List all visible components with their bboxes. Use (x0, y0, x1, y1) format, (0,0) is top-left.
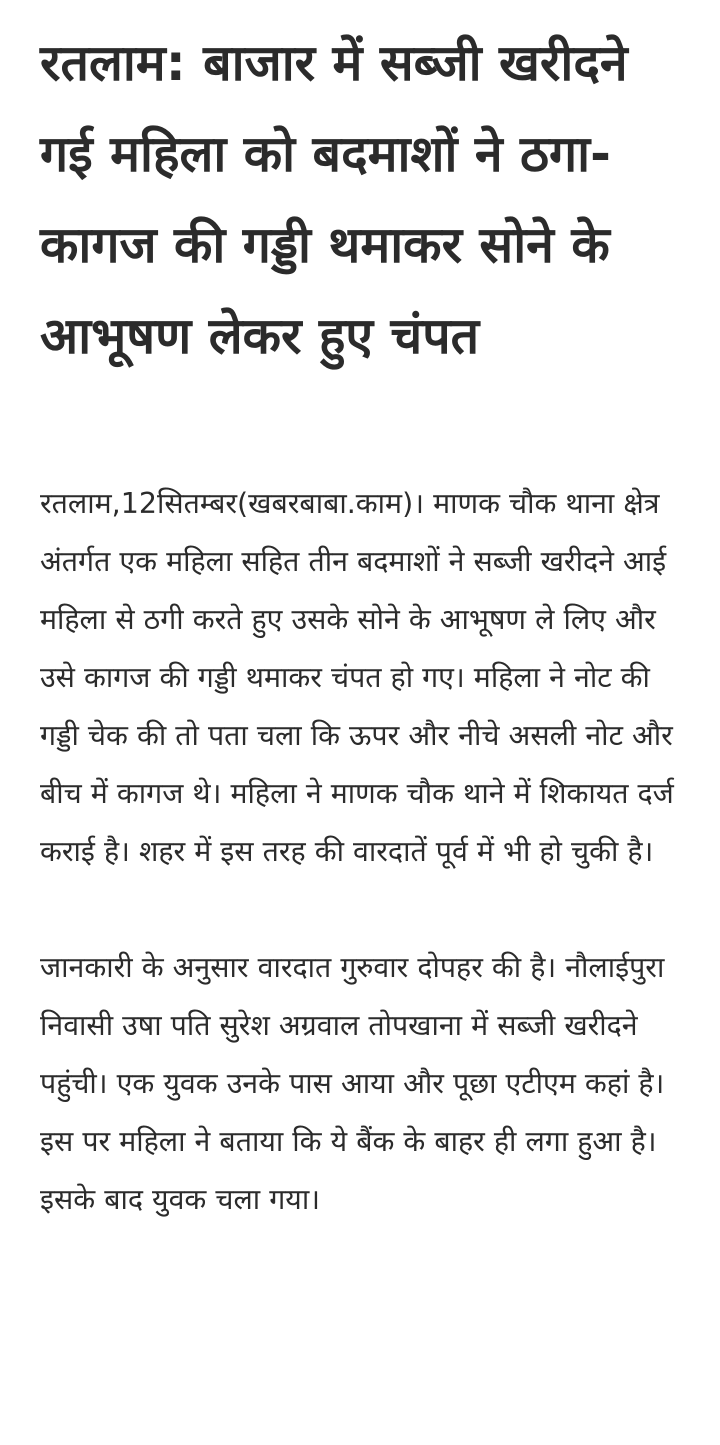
article-headline: रतलाम: बाजार में सब्जी खरीदने गई महिला को बदमाशों ने ठगा-कागज की गड्डी थमाकर सोने के आभूषण लेकर हुए चंपत (40, 34, 628, 365)
news-article (40, 18, 690, 1229)
article-paragraph-2: जानकारी के अनुसार वारदात गुरुवार दोपहर की है। नौलाईपुरा निवासी उषा पति सुरेश अग्रवाल तोपखाना में सब्जी खरीदने पहुंची। एक युवक उनके पास आया और पूछा एटीएम कहां है। इस पर महिला ने बताया कि ये बैंक के बाहर ही लगा हुआ है। इसके बाद युवक चला गया। (40, 951, 665, 1216)
article-paragraph-1: रतलाम,12सितम्बर(खबरबाबा.काम)। माणक चौक थाना क्षेत्र अंतर्गत एक महिला सहित तीन बदमाशों ने सब्जी खरीदने आई महिला से ठगी करते हुए उसके सोने के आभूषण ले लिए और उसे कागज की गड्डी थमाकर चंपत हो गए। महिला ने नोट की गड्डी चेक की तो पता चला कि ऊपर और नीचे असली नोट और बीच में कागज थे। महिला ने माणक चौक थाने में शिकायत दर्ज कराई है। शहर में इस तरह की वारदातें पूर्व में भी हो चुकी है। (40, 487, 674, 868)
